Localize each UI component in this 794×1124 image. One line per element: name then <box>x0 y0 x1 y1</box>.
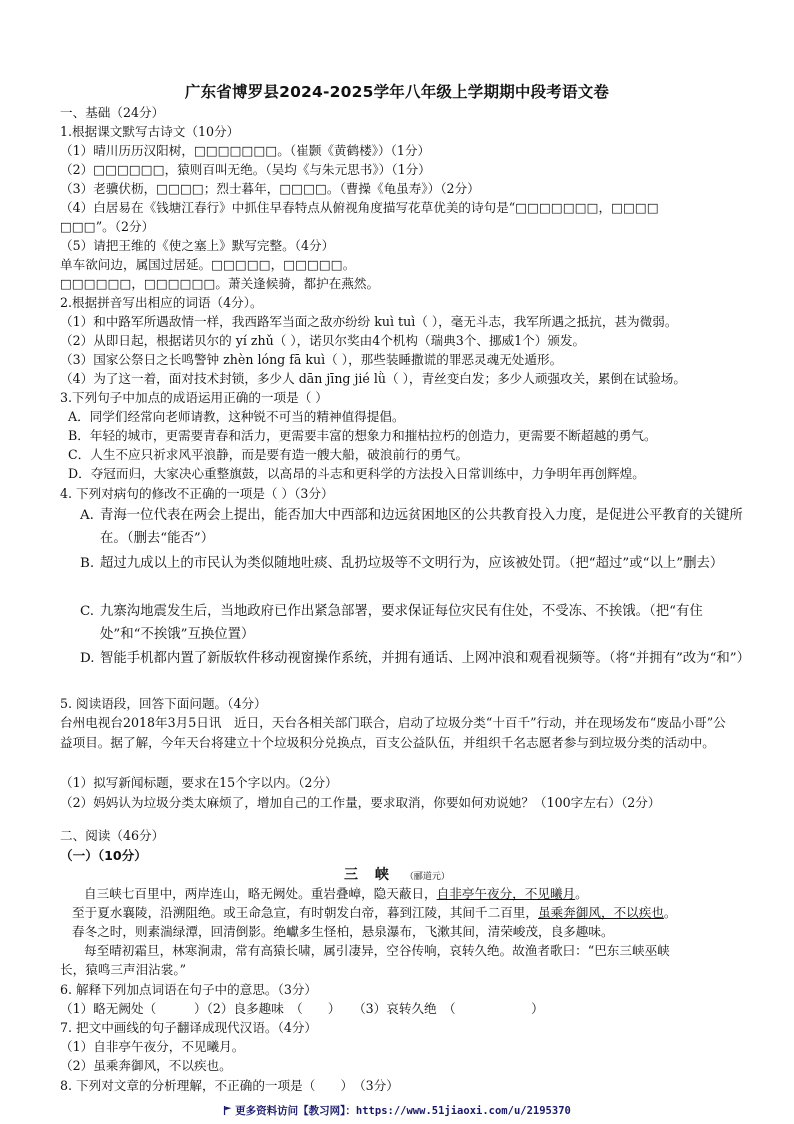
article-author: （郦道元） <box>404 872 450 882</box>
q6-stem: 6. 解释下列加点词语在句子中的意思。（3分） <box>60 982 318 997</box>
q3-option-b: B．年轻的城市，更需要青春和活力，更需要丰富的想象力和摧枯拉朽的创造力，更需要不断超越的勇气。 <box>68 428 657 443</box>
q4-option-a <box>80 504 745 550</box>
q2-item: （2）从即日起，根据诺贝尔的 yí zhǔ（ ），诺贝尔奖由4个机构（瑞典3个、挪威1个）颁发。 <box>60 333 586 348</box>
q3-option-d: D．夺冠而归，大家决心重整旗鼓，以高昂的斗志和更科学的方法投入日常训练中，力争明年再创辉煌。 <box>68 466 645 481</box>
q1-item: （1）晴川历历汉阳树，□□□□□□□。（崔颢《黄鹤楼》）（1分） <box>60 143 431 158</box>
q4-option-c <box>80 600 745 646</box>
underlined-sentence: 虽乘奔御风，不以疾也 <box>537 905 664 920</box>
page-title: 广东省博罗县2024-2025学年八年级上学期期中段考语文卷 <box>184 83 610 101</box>
option-label: D. <box>80 651 95 666</box>
paragraph-text: 。 <box>575 886 588 901</box>
q1-item: （4）白居易在《钱塘江春行》中抓住早春特点从俯视角度描写花草优美的诗句是“□□□□□□□，□□□□ <box>60 200 659 215</box>
underlined-sentence: 自非亭午夜分，不见曦月 <box>436 886 576 901</box>
q6-items: （1）略无阙处（ ）（2）良多趣味 （ ） （3）哀转久绝 （ ） <box>60 1001 544 1016</box>
q7-item: （1）自非亭午夜分，不见曦月。 <box>60 1039 245 1054</box>
paragraph-text: 。 <box>663 905 677 920</box>
article-paragraph: 每至晴初霜旦，林寒涧肃，常有高猿长啸，属引凄异，空谷传响，哀转久绝。故渔者歌曰：“巴东三峡巫峡 <box>84 943 670 958</box>
q5-stem: 5. 阅读语段，回答下面问题。（4分） <box>60 696 267 711</box>
option-label: C. <box>80 604 95 619</box>
q1-item: （2）□□□□□□，猿则百叫无绝。（吴均《与朱元思书》）（1分） <box>60 162 431 177</box>
article-title: 三 峡 <box>344 867 395 883</box>
q3-option-c: C．人生不应只祈求风平浪静，而是要有造一艘大船，破浪前行的勇气。 <box>68 447 469 462</box>
q5-item: （1）拟写新闻标题，要求在15个字以内。（2分） <box>60 775 338 790</box>
q7-item: （2）虽乘奔御风，不以疾也。 <box>60 1058 232 1073</box>
q8-stem: 8. 下列对文章的分析理解，不正确的一项是（ ） （3分） <box>60 1078 399 1093</box>
q7-stem: 7. 把文中画线的句子翻译成现代汉语。（4分） <box>60 1020 318 1035</box>
footer-link[interactable] <box>0 1103 794 1118</box>
q1-item: □□□”。（2分） <box>60 219 155 234</box>
q4-option-d <box>80 647 751 670</box>
q1-poem-line: □□□□□□，□□□□□□。萧关逢候骑，都护在燕然。 <box>60 276 380 291</box>
q1-stem: 1.根据课文默写古诗文（10分） <box>60 124 240 139</box>
option-text: 青海一位代表在两会上提出，能否加大中西部和边远贫困地区的公共教育投入力度，是促进公平教育的关键所在。（删去“能否”） <box>100 508 743 546</box>
option-label: A. <box>80 508 94 523</box>
option-text: 智能手机都内置了新版软件移动视窗操作系统，并拥有通话、上网冲浪和观看视频等。（将“并拥有”改为“和”） <box>100 651 751 666</box>
q1-item: （5）请把王维的《使之塞上》默写完整。（4分） <box>60 238 335 253</box>
article-paragraph: 长，猿鸣三声泪沾裳。” <box>60 962 187 977</box>
q5-item: （2）妈妈认为垃圾分类太麻烦了，增加自己的工作量，要求取消，你要如何劝说她？（100字左右）（2分） <box>60 795 661 810</box>
q3-stem: 3.下列句子中加点的成语运用正确的一项是（ ） <box>60 390 328 405</box>
q3-option-a: A．同学们经常向老师请教，这种锐不可当的精神值得提倡。 <box>68 409 405 424</box>
option-label: B. <box>80 556 95 571</box>
flag-icon <box>223 1106 232 1115</box>
q2-item: （1）和中路军所遇敌情一样，我西路军当面之敌亦纷纷 kuì tuì（ ），毫无斗志，我军所遇之抵抗，甚为微弱。 <box>60 314 678 329</box>
footer-text: 更多资料访问【教习网】：https://www.51jiaoxi.com/u/2195370 <box>235 1105 571 1117</box>
article-paragraph: 春冬之时，则素湍绿潭，回清倒影。绝巘多生怪柏，悬泉瀑布，飞漱其间，清荣峻茂，良多趣味。 <box>72 924 614 939</box>
paragraph-text: 至于夏水襄陵，沿溯阻绝。或王命急宣，有时朝发白帝，暮到江陵，其间千二百里， <box>72 905 538 920</box>
q1-item: （3）老骥伏枥，□□□□；烈士暮年，□□□□。（曹操《龟虽寿》）（2分） <box>60 181 480 196</box>
q1-poem-line: 单车欲问边，属国过居延。□□□□□，□□□□□。 <box>60 257 356 272</box>
q4-option-b <box>80 552 745 575</box>
q2-item: （4）为了这一着，面对技术封锁，多少人 dān jīng jié lǜ（ ），青丝变白发；多少人顽强攻关，累倒在试验场。 <box>60 371 686 386</box>
paragraph-text: 自三峡七百里中，两岸连山，略无阙处。重岩叠嶂，隐天蔽日， <box>84 886 437 901</box>
section2-heading: 二、阅读（46分） <box>60 828 165 843</box>
q4-stem: 4. 下列对病句的修改不正确的一项是（ ）（3分） <box>60 486 334 501</box>
option-text: 超过九成以上的市民认为类似随地吐痰、乱扔垃圾等不文明行为，应该被处罚。（把“超过”或“以上”删去） <box>100 556 724 571</box>
article-heading <box>0 864 794 884</box>
section2-part-label: （一）（10分） <box>60 848 147 863</box>
article-paragraph <box>84 884 588 903</box>
q5-passage: 台州电视台2018年3月5日讯 近日，天台各相关部门联合，启动了垃圾分类“十百千”行动，并在现场发布“废品小哥”公益项目。据了解，今年天台将建立十个垃圾积分兑换点，百支公益队伍，并组织千名志愿者参与到垃圾分类的活动中。 <box>60 715 726 750</box>
section1-heading: 一、基础（24分） <box>60 105 165 120</box>
option-text: 九寨沟地震发生后，当地政府已作出紧急部署，要求保证每位灾民有住处，不受冻、不挨饿。（把“有住处”和“不挨饿”互换位置） <box>100 604 703 642</box>
article-paragraph <box>72 903 677 922</box>
q2-stem: 2.根据拼音写出相应的词语（4分）。 <box>60 295 263 310</box>
q2-item: （3）国家公祭日之长鸣警钟 zhèn lóng fā kuì（ ），那些装睡撒谎的罪恶灵魂无处遁形。 <box>60 352 563 367</box>
